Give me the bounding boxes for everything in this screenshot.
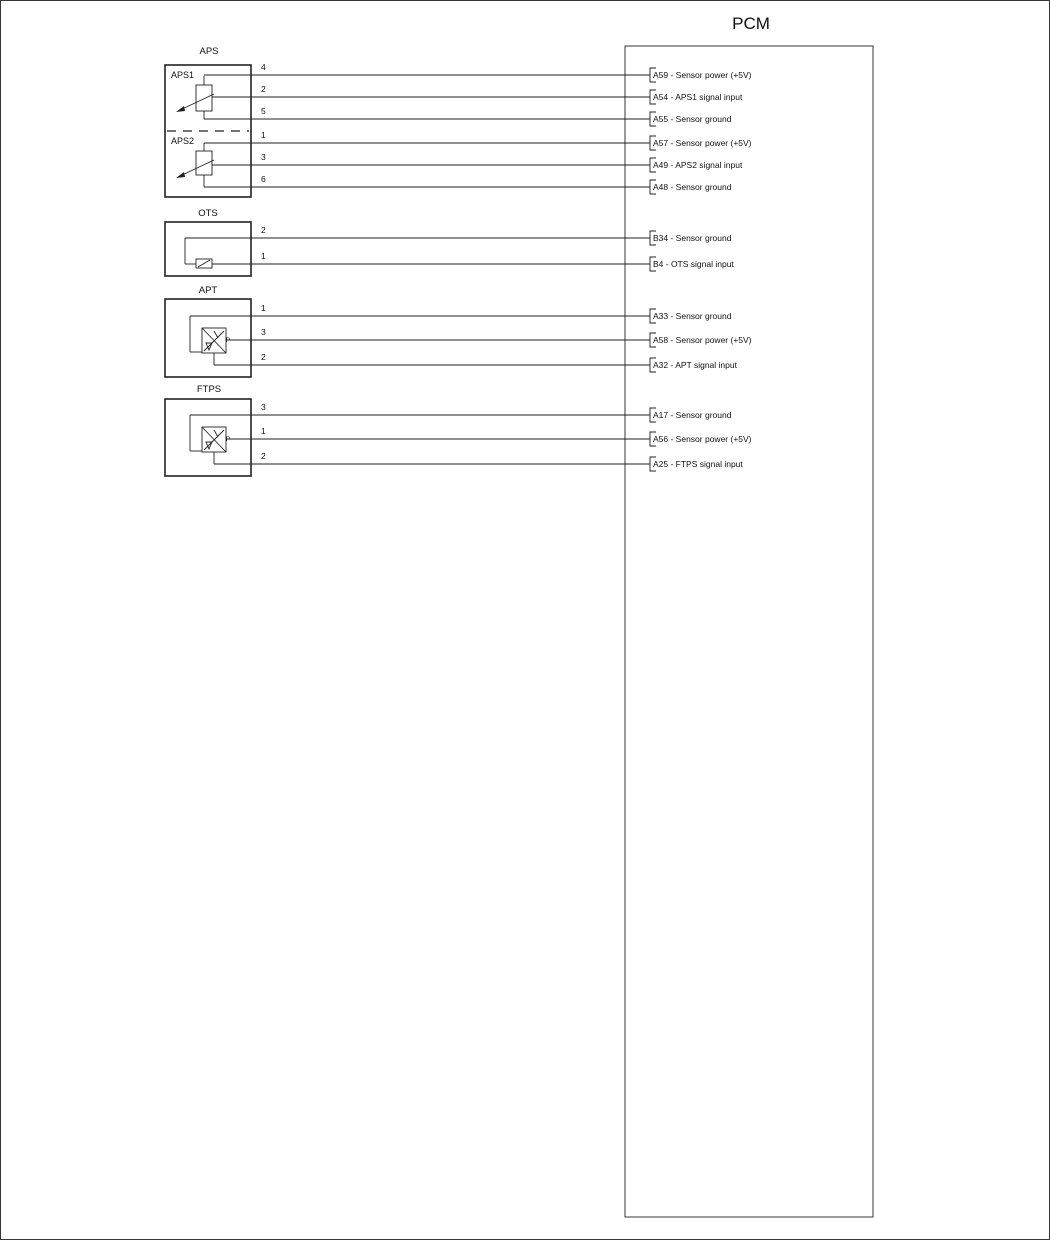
pcm-terminal-label: A25 - FTPS signal input xyxy=(653,459,743,469)
wire xyxy=(204,106,732,126)
pcm-terminal-label: A17 - Sensor ground xyxy=(653,410,732,420)
pcm-terminal-label: B4 - OTS signal input xyxy=(653,259,734,269)
wire xyxy=(185,225,732,245)
pin-number: 1 xyxy=(261,251,266,261)
wire xyxy=(226,327,752,347)
pin-number: 1 xyxy=(261,426,266,436)
wire xyxy=(226,426,752,446)
wire xyxy=(204,130,752,150)
wires-layer xyxy=(185,62,752,471)
apt-pressure-element xyxy=(190,316,230,365)
aps2-label: APS2 xyxy=(171,136,195,146)
pin-number: 5 xyxy=(261,106,266,116)
wire xyxy=(214,352,738,372)
pcm-terminal-label: A49 - APS2 signal input xyxy=(653,160,743,170)
pcm-terminal-label: A57 - Sensor power (+5V) xyxy=(653,138,752,148)
wire xyxy=(190,303,732,323)
aps1-label: APS1 xyxy=(171,70,195,80)
ftps-title: FTPS xyxy=(196,384,222,395)
pcm-terminal-label: A33 - Sensor ground xyxy=(653,311,732,321)
pcm-terminal-label: A48 - Sensor ground xyxy=(653,182,732,192)
wire xyxy=(214,451,743,471)
ftps-p-glyph: P xyxy=(226,437,231,443)
ftps-pressure-element xyxy=(190,415,230,464)
wire xyxy=(204,174,732,194)
apt-title: APT xyxy=(198,285,218,296)
ots-thermistor xyxy=(185,238,212,268)
pin-number: 3 xyxy=(261,327,266,337)
pcm-terminal-label: A55 - Sensor ground xyxy=(653,114,732,124)
pin-number: 6 xyxy=(261,174,266,184)
pin-number: 2 xyxy=(261,225,266,235)
pcm-terminal-label: A56 - Sensor power (+5V) xyxy=(653,434,752,444)
pin-number: 2 xyxy=(261,451,266,461)
aps2-potentiometer xyxy=(176,143,214,187)
ots-title: OTS xyxy=(198,208,218,219)
pcm-terminal-label: A59 - Sensor power (+5V) xyxy=(653,70,752,80)
wire xyxy=(190,402,732,422)
aps1-potentiometer xyxy=(176,76,214,119)
aps-title: APS xyxy=(199,46,219,57)
pcm-terminal-label: B34 - Sensor ground xyxy=(653,233,732,243)
pin-number: 3 xyxy=(261,402,266,412)
wire xyxy=(212,251,734,271)
pin-number: 2 xyxy=(261,84,266,94)
pin-number: 4 xyxy=(261,62,266,72)
pcm-terminal-label: A54 - APS1 signal input xyxy=(653,92,743,102)
wire xyxy=(212,84,743,104)
pcm-terminal-label: A32 - APT signal input xyxy=(653,360,737,370)
pin-number: 1 xyxy=(261,303,266,313)
pin-number: 1 xyxy=(261,130,266,140)
pcm-box xyxy=(625,46,873,1217)
pcm-title: PCM xyxy=(732,14,770,33)
pin-number: 3 xyxy=(261,152,266,162)
wire xyxy=(204,62,752,82)
wire xyxy=(212,152,743,172)
apt-p-glyph: P xyxy=(226,338,231,344)
pin-number: 2 xyxy=(261,352,266,362)
pcm-terminal-label: A58 - Sensor power (+5V) xyxy=(653,335,752,345)
page-frame xyxy=(1,1,1050,1240)
